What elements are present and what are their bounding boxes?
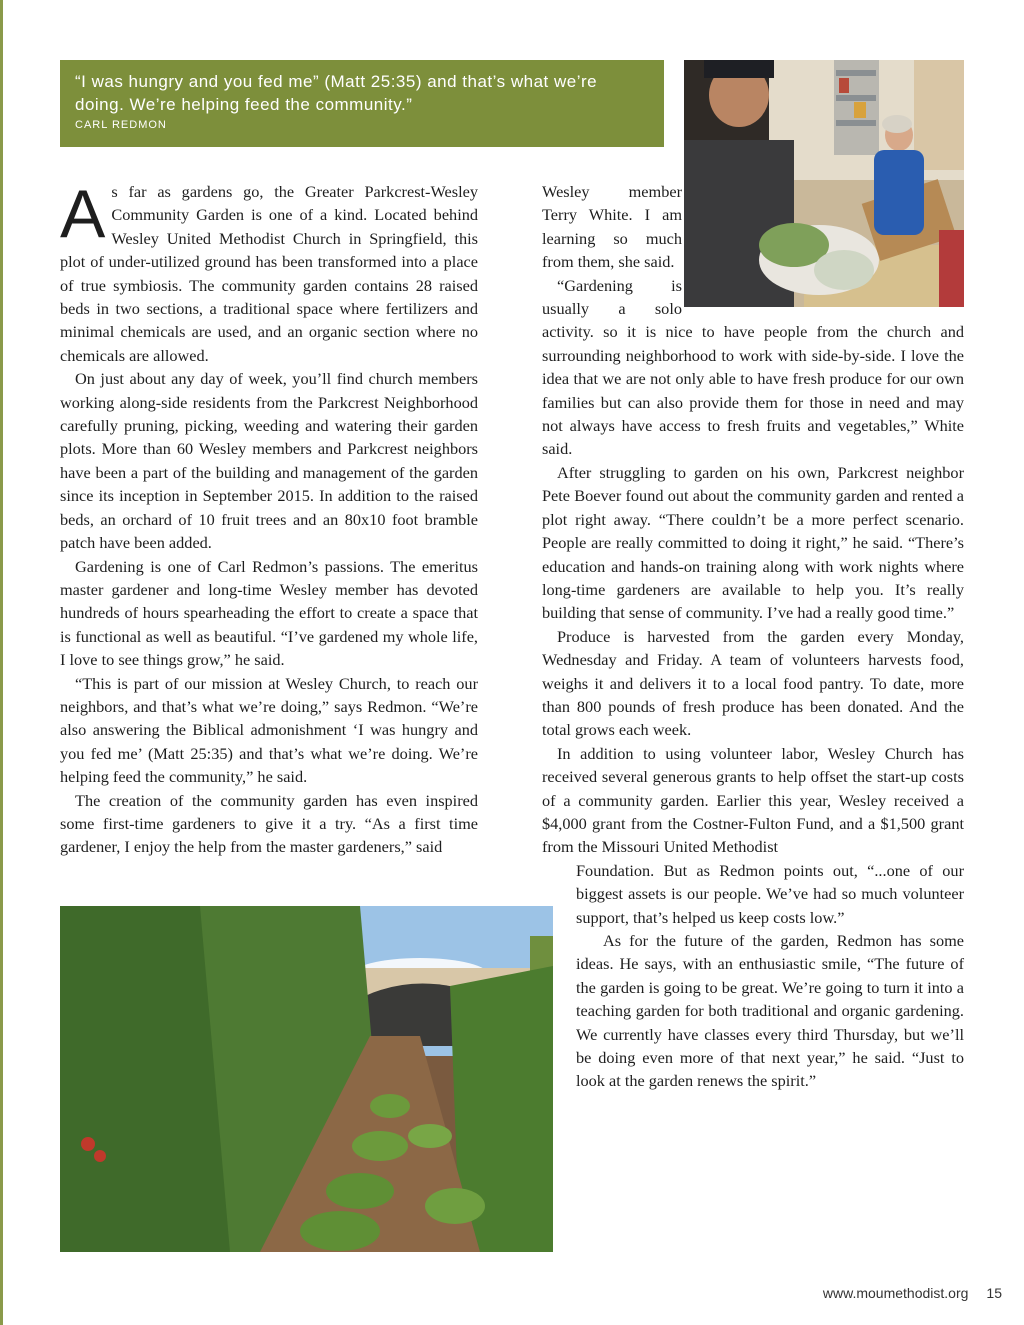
- article-paragraph: The creation of the community garden has even inspired some first-time gardeners to give it a try. “As a first time gardener, I enjoy the help from the master gardeners,” said: [60, 790, 478, 857]
- footer-url: www.moumethodist.org: [822, 1285, 969, 1301]
- article-left-column: [60, 176, 478, 859]
- article-paragraph: Gardening is one of Carl Redmon’s passions. The emeritus master gardener and long-time Wesley member has devoted hundreds of hours spearheading the effort to create a space that is functional as well as beautiful. “I’ve gardened my whole life, I love to see things grow,” he said.: [60, 556, 478, 670]
- page-edge-stripe: [0, 0, 3, 1325]
- community-garden-photo: [60, 906, 553, 1252]
- intro-text: s far as gardens go, the Greater Parkcrest-Wesley Community Garden is one of a kind. Located behind Wesley United Methodist Church in Springfield, this plot of under-utilized ground has been transformed into a place of true symbiosis. The community garden contains 28 raised beds in two sections, a traditional space where fertilizers and minimal chemicals are used, and an organic section where no chemicals are allowed.: [60, 182, 478, 365]
- page-footer: [823, 1285, 1002, 1301]
- article-paragraph: Produce is harvested from the garden every Monday, Wednesday and Friday. A team of volunteers harvests food, weighs it and delivers it to a local food pantry. To date, more than 800 pounds of fresh produce has been donated. And the total grows each week.: [542, 626, 964, 740]
- article-right-column: [542, 180, 964, 1093]
- article-paragraph: “This is part of our mission at Wesley Church, to reach our neighbors, and that’s what we’re doing,” says Redmon. “We’re also answering the Biblical admonishment ‘I was hungry and you fed me’ (Matt 25:35) and that’s what we’re doing. We’re helping feed the community,” he said.: [60, 673, 478, 787]
- article-paragraph: Foundation. But as Redmon points out, “...one of our biggest assets is our people. We’ve had so much volunteer support, that’s helped us keep costs low.”: [576, 860, 964, 927]
- article-paragraph: On just about any day of week, you’ll find church members working along-side residents from the Parkcrest Neighborhood carefully pruning, picking, weeding and watering their garden plots. More than 60 Wesley members and Parkcrest neighbors have been a part of the building and management of the garden since its inception in September 2015. In addition to the raised beds, an orchard of 10 fruit trees and an 80x10 foot bramble patch have been added.: [60, 369, 478, 553]
- article-intro-paragraph: [60, 176, 478, 367]
- article-paragraph: In addition to using volunteer labor, Wesley Church has received several generous grants to help offset the start-up costs of a community garden. Earlier this year, Wesley received a $4,000 grant from the Costner-Fulton Fund, and a $1,500 grant from the Missouri United Methodist: [542, 743, 964, 857]
- article-paragraph: “Gardening is usually a solo activity. so it is nice to have people from the church and surrounding neighborhood to work with side-by-side. I love the idea that we are not only able to have fresh produce for our own families but can also provide them for those in need and may not always have access to fresh fruits and vegetables,” White said.: [542, 275, 964, 459]
- article-paragraph: After struggling to garden on his own, Parkcrest neighbor Pete Boever found out about the community garden and rented a plot right away. “There couldn’t be a more perfect scenario. People are really committed to doing it right,” he said. “There’s education and hands-on training along with work nights where long-time gardeners are available to help you. It’s really building that sense of community. I’ve had a really good time.”: [542, 462, 964, 623]
- article-paragraph: As for the future of the garden, Redmon has some ideas. He says, with an enthusiastic smile, “The future of the garden is going to be great. We’re going to turn it into a teaching garden for both traditional and organic gardening. We currently have classes every third Thursday, but we’ll be doing even more of that next year,” he said. “Just to look at the garden renews the spirit.”: [576, 931, 964, 1091]
- article-paragraph: Wesley member Terry White. I am learning so much from them, she said.: [542, 182, 682, 272]
- pull-quote-author: CARL REDMON: [75, 119, 167, 131]
- drop-cap: A: [60, 176, 106, 252]
- indented-text-block: [576, 859, 964, 1093]
- pull-quote: [60, 60, 664, 147]
- photo-wrap-spacer: [682, 180, 964, 300]
- page-number: 15: [986, 1285, 1002, 1301]
- pull-quote-text: “I was hungry and you fed me” (Matt 25:35) and that’s what we’re doing. We’re helping feed the community.”: [75, 72, 598, 114]
